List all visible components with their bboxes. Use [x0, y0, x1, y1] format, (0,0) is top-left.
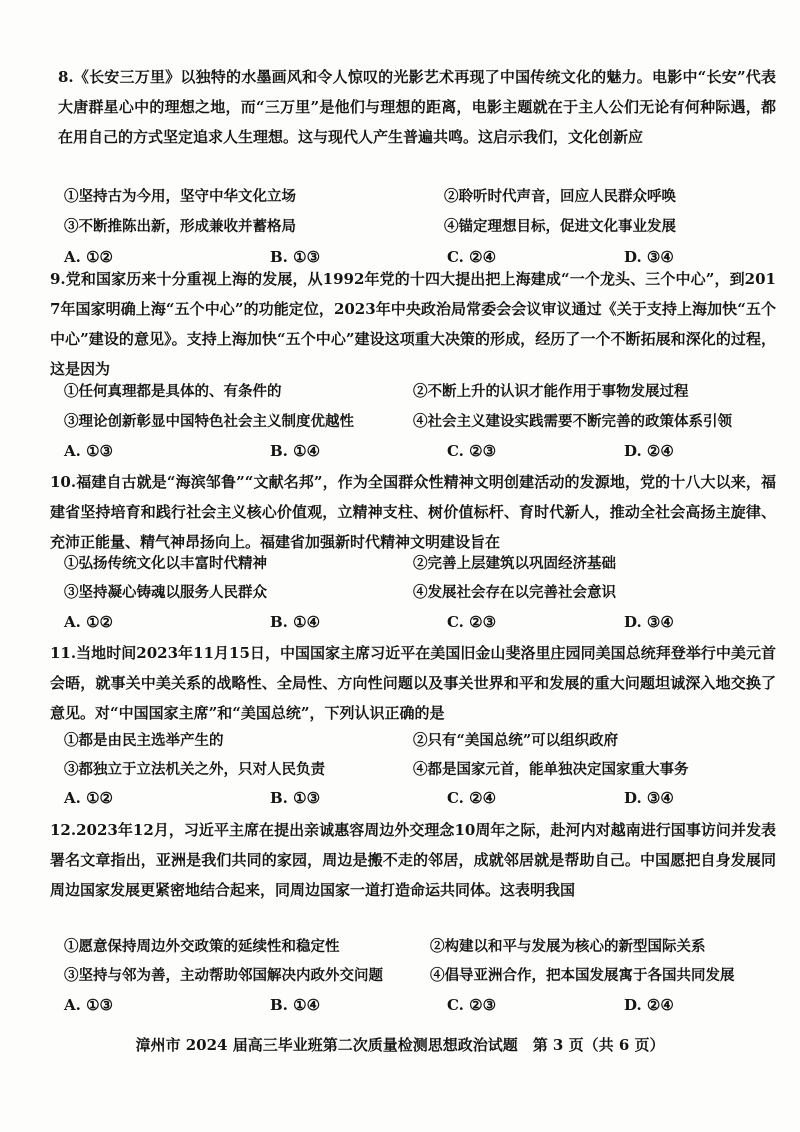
question-10-option-1: ①弘扬传统文化以丰富时代精神 — [64, 555, 267, 572]
answer-d: D. ③④ — [624, 613, 674, 631]
question-11-options-row-1 — [0, 726, 800, 756]
question-12-option-3: ③坚持与邻为善，主动帮助邻国解决内政外交问题 — [64, 967, 383, 984]
question-10-option-4: ④发展社会存在以完善社会意识 — [413, 584, 616, 601]
question-11-options-row-2 — [0, 755, 800, 785]
question-9-option-2: ②不断上升的认识才能作用于事物发展过程 — [413, 383, 689, 400]
answer-a: A. ①② — [64, 248, 113, 266]
question-11-option-1: ①都是由民主选举产生的 — [64, 732, 224, 749]
answer-b: B. ①④ — [270, 613, 321, 631]
question-12-option-1: ①愿意保持周边外交政策的延续性和稳定性 — [64, 938, 340, 955]
answer-b: B. ①③ — [270, 789, 321, 807]
question-12-option-2: ②构建以和平与发展为核心的新型国际关系 — [430, 938, 706, 955]
question-9-options-row-2 — [0, 407, 800, 437]
question-12-stem: 12.2023年12月，习近平主席在提出亲诚惠容周边外交理念10周年之际，赴河内对越南进行国事访问并发表署名文章指出，亚洲是我们共同的家园，周边是搬不走的邻居，成就邻居就是帮助自己。中国愿把自身发展同周边国家发展更紧密地结合起来，同周边国家一道打造命运共同体。这表明我国 — [50, 821, 776, 899]
answer-c: C. ②④ — [447, 789, 497, 807]
answer-c: C. ②③ — [447, 613, 497, 631]
answer-c: C. ②③ — [447, 996, 497, 1014]
question-8-options-row-1 — [0, 182, 800, 212]
question-11-option-2: ②只有“美国总统”可以组织政府 — [413, 732, 619, 749]
answer-b: B. ①④ — [270, 442, 321, 460]
question-10-options-row-1 — [0, 549, 800, 579]
question-10-option-3: ③坚持凝心铸魂以服务人民群众 — [64, 584, 267, 601]
question-10-options-row-2 — [0, 578, 800, 608]
question-8-options-row-2 — [0, 212, 800, 242]
answer-d: D. ②④ — [624, 442, 674, 460]
question-11-option-3: ③都独立于立法机关之外，只对人民负责 — [64, 761, 325, 778]
question-10-option-2: ②完善上层建筑以巩固经济基础 — [413, 555, 616, 572]
question-12-options-row-2 — [0, 961, 800, 991]
question-11-stem: 11.当地时间2023年11月15日，中国国家主席习近平在美国旧金山斐洛里庄园同美国总统拜登举行中美元首会晤，就事关中美关系的战略性、全局性、方向性问题以及事关世界和平和发展的重大问题坦诚深入地交换了意见。对“中国国家主席”和“美国总统”，下列认识正确的是 — [50, 644, 776, 722]
page-footer: 漳州市 2024 届高三毕业班第二次质量检测思想政治试题 第 3 页（共 6 页） — [135, 1036, 665, 1054]
answer-d: D. ②④ — [624, 996, 674, 1014]
answer-a: A. ①② — [64, 789, 113, 807]
question-8-option-4: ④锚定理想目标，促进文化事业发展 — [444, 218, 676, 235]
question-11-answers — [0, 783, 800, 813]
question-11-option-4: ④都是国家元首，能单独决定国家重大事务 — [413, 761, 689, 778]
question-9-option-1: ①任何真理都是具体的、有条件的 — [64, 383, 282, 400]
answer-d: D. ③④ — [624, 789, 674, 807]
question-9-option-4: ④社会主义建设实践需要不断完善的政策体系引领 — [413, 413, 732, 430]
question-8-option-2: ②聆听时代声音，回应人民群众呼唤 — [444, 188, 676, 205]
answer-a: A. ①③ — [64, 996, 113, 1014]
question-9-option-3: ③理论创新彰显中国特色社会主义制度优越性 — [64, 413, 354, 430]
question-9-stem: 9.党和国家历来十分重视上海的发展，从1992年党的十四大提出把上海建成“一个龙头、三个中心”，到2017年国家明确上海“五个中心”的功能定位，2023年中央政治局常委会会议审议通过《关于支持上海加快“五个中心”建设的意见》。支持上海加快“五个中心”建设这项重大决策的形成，经历了一个不断拓展和深化的过程，这是因为 — [50, 270, 776, 378]
question-10-answers — [0, 607, 800, 637]
answer-a: A. ①③ — [64, 442, 113, 460]
question-10-stem: 10.福建自古就是“海滨邹鲁”“文献名邦”，作为全国群众性精神文明创建活动的发源地，党的十八大以来，福建省坚持培育和践行社会主义核心价值观，立精神支柱、树价值标杆、育时代新人，推动全社会高扬主旋律、充沛正能量、精气神昂扬向上。福建省加强新时代精神文明建设旨在 — [50, 473, 776, 551]
answer-c: C. ②④ — [447, 248, 497, 266]
question-9-options-row-1 — [0, 377, 800, 407]
question-8-stem: 8.《长安三万里》以独特的水墨画风和令人惊叹的光影艺术再现了中国传统文化的魅力。电影中“长安”代表大唐群星心中的理想之地，而“三万里”是他们与理想的距离，电影主题就在于主人公们无论有何种际遇，都在用自己的方式坚定追求人生理想。这与现代人产生普遍共鸣。这启示我们，文化创新应 — [58, 68, 776, 146]
question-8-option-1: ①坚持古为今用，坚守中华文化立场 — [64, 188, 296, 205]
question-12-options-row-1 — [0, 932, 800, 962]
question-12-answers — [0, 990, 800, 1020]
answer-c: C. ②③ — [447, 442, 497, 460]
question-8-option-3: ③不断推陈出新，形成兼收并蓄格局 — [64, 218, 296, 235]
answer-d: D. ③④ — [624, 248, 674, 266]
answer-b: B. ①③ — [270, 248, 321, 266]
answer-a: A. ①② — [64, 613, 113, 631]
question-12-option-4: ④倡导亚洲合作，把本国发展寓于各国共同发展 — [430, 967, 735, 984]
answer-b: B. ①④ — [270, 996, 321, 1014]
question-9-answers — [0, 436, 800, 466]
